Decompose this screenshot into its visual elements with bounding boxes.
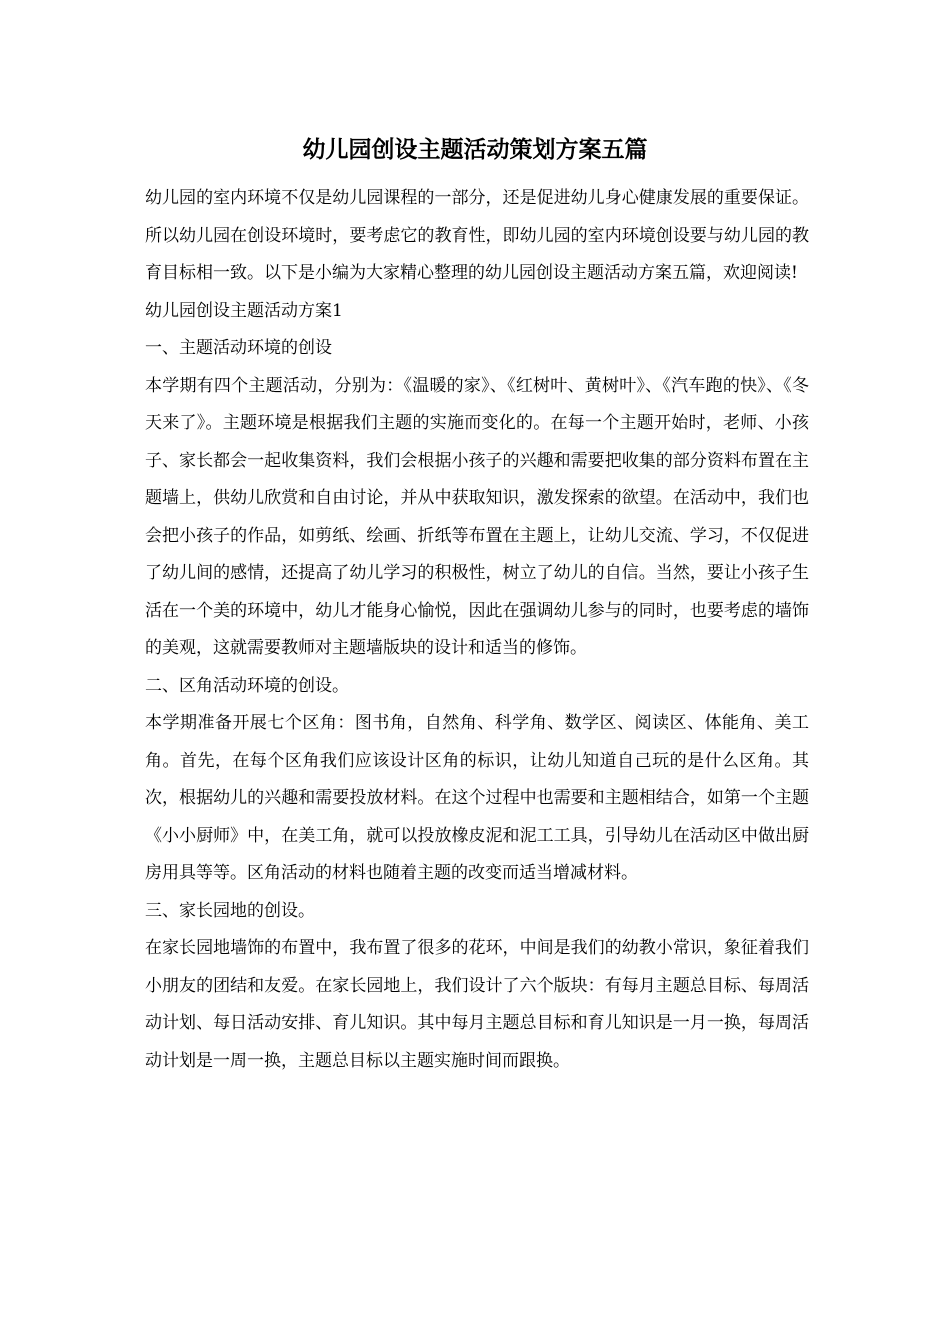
subheading-parents-garden: 三、家长园地的创设。 — [145, 900, 315, 921]
intro-paragraph: 幼儿园的室内环境不仅是幼儿园课程的一部分，还是促进幼儿身心健康发展的重要保证。所以幼儿园在创设环境时，要考虑它的教育性，即幼儿园的室内环境创设要与幼儿园的教育目标相一致。以下是小编为大家精心整理的幼儿园创设主题活动方案五篇，欢迎阅读! — [145, 188, 809, 283]
parents-garden-paragraph: 在家长园地墙饰的布置中，我布置了很多的花环，中间是我们的幼教小常识，象征着我们小朋友的团结和友爱。在家长园地上，我们设计了六个版块：有每月主题总目标、每周活动计划、每日活动安排、育儿知识。其中每月主题总目标和育儿知识是一月一换，每周活动计划是一周一换，主题总目标以主题实施时间而跟换。 — [145, 938, 809, 1071]
section-heading-plan-1: 幼儿园创设主题活动方案1 — [145, 300, 343, 321]
subheading-corner-environment: 二、区角活动环境的创设。 — [145, 675, 349, 696]
corner-environment-paragraph: 本学期准备开展七个区角：图书角，自然角、科学角、数学区、阅读区、体能角、美工角。首先，在每个区角我们应该设计区角的标识，让幼儿知道自己玩的是什么区角。其次，根据幼儿的兴趣和需要投放材料。在这个过程中也需要和主题相结合，如第一个主题《小小厨师》中，在美工角，就可以投放橡皮泥和泥工工具，引导幼儿在活动区中做出厨房用具等等。区角活动的材料也随着主题的改变而适当增减材料。 — [145, 713, 809, 883]
subheading-theme-environment: 一、主题活动环境的创设 — [145, 338, 332, 358]
theme-environment-paragraph: 本学期有四个主题活动，分别为：《温暖的家》、《红树叶、黄树叶》、《汽车跑的快》、《冬天来了》。主题环境是根据我们主题的实施而变化的。在每一个主题开始时，老师、小孩子、家长都会一起收集资料，我们会根据小孩子的兴趣和需要把收集的部分资料布置在主题墙上，供幼儿欣赏和自由讨论，并从中获取知识，激发探索的欲望。在活动中，我们也会把小孩子的作品，如剪纸、绘画、折纸等布置在主题上，让幼儿交流、学习，不仅促进了幼儿间的感情，还提高了幼儿学习的积极性，树立了幼儿的自信。当然，要让小孩子生活在一个美的环境中，幼儿才能身心愉悦，因此在强调幼儿参与的同时，也要考虑的墙饰的美观，这就需要教师对主题墙版块的设计和适当的修饰。 — [145, 375, 809, 658]
document-body — [145, 180, 809, 1080]
document-title: 幼儿园创设主题活动策划方案五篇 — [302, 136, 648, 163]
